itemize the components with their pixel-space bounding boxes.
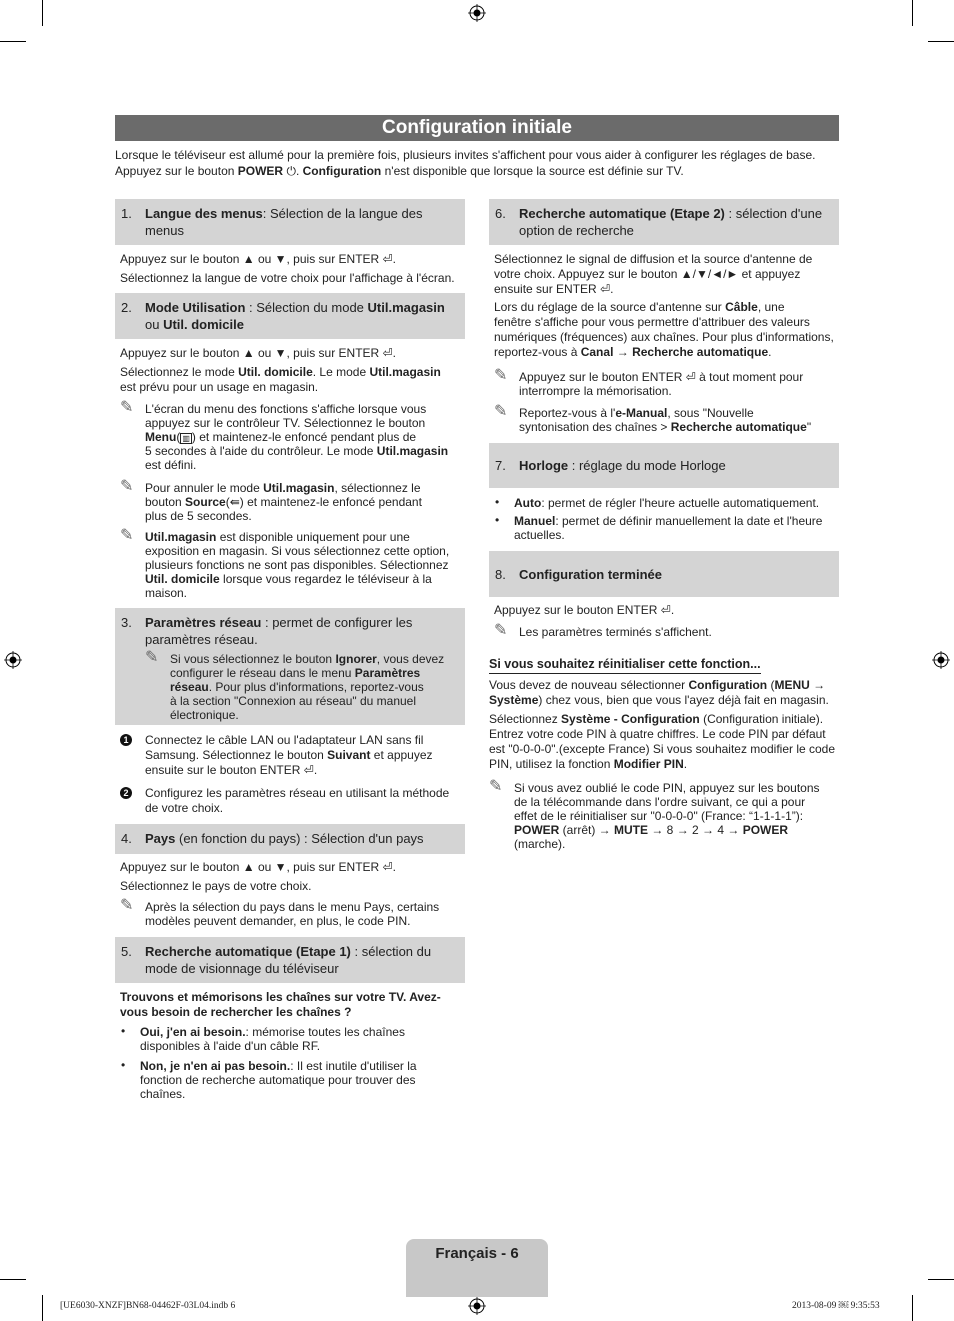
step-7-header: 7. Horloge : réglage du mode Horloge [489, 443, 839, 488]
step-8-header: 8. Configuration terminée [489, 551, 839, 597]
note-pencil-icon: ✎ [145, 649, 159, 666]
enter-icon: ⏎ [600, 282, 611, 296]
intro-line-1: Lorsque le téléviseur est allumé pour la première fois, plusieurs invites s'affichent pour vous aider à configurer les réglages de base. [115, 148, 816, 162]
step-5-question: Trouvons et mémorisons les chaînes sur votre TV. Avez- vous besoin de rechercher les chaînes ? [120, 990, 441, 1019]
step-2-note-2: Pour annuler le mode Util.magasin, sélectionnez le bouton Source(⇚) et maintenez-le enfoncé pendant plus de 5 secondes. [145, 481, 422, 523]
note-pencil-icon: ✎ [120, 399, 134, 416]
page-number: Français - 6 [435, 1245, 519, 1262]
registration-mark-icon [932, 651, 950, 669]
step-8-note: Les paramètres terminés s'affichent. [519, 625, 712, 639]
note-pencil-icon: ✎ [120, 897, 134, 914]
step-4-body: Appuyez sur le bouton ▲ ou ▼, puis sur ENTER ⏎. Sélectionnez le pays de votre choix. [120, 860, 396, 893]
enter-icon: ⏎ [382, 346, 393, 360]
step-2-header: 2. Mode Utilisation : Sélection du mode Util.magasin ou Util. domicile [115, 293, 465, 339]
step-6-note-1: Appuyez sur le bouton ENTER ⏎ à tout moment pour interrompre la mémorisation. [519, 370, 804, 398]
reset-heading: Si vous souhaitez réinitialiser cette fonction... [489, 657, 761, 674]
bullet: • [121, 1058, 126, 1072]
step-number-badge: 2 [120, 787, 132, 799]
clock-option-manual: Manuel: permet de définir manuellement la date et l'heure actuelles. [514, 514, 823, 542]
note-pencil-icon: ✎ [494, 622, 508, 639]
step-5-option-yes: Oui, j'en ai besoin.: mémorise toutes les chaînes disponibles à l'aide d'un câble RF. [140, 1025, 405, 1053]
crop-mark [42, 0, 43, 26]
bullet: • [121, 1024, 126, 1038]
power-icon: ⏻ [286, 164, 296, 178]
crop-mark [0, 1279, 26, 1280]
reset-body: Vous devez de nouveau sélectionner Configuration (MENU → Système) chez vous, bien que vous l'ayez déjà fait en magasin. Sélectionnez Système - Configuration (Configuration initiale). Entrez votre code PIN à quatre chiffres. Le code PIN par défaut est "0-0-0-0".(excepte France) Si vous souhaitez modifier le code PIN, utilisez la fonction Modifier PIN. [489, 678, 836, 771]
step-6-body: Sélectionnez le signal de diffusion et la source d'antenne de votre choix. Appuyez sur le bouton ▲/▼/◄/► et appuyez ensuite sur ENTER ⏎. Lors du réglage de la source d'antenne sur Câble, une fenêtre s'affiche pour vous permettre d'attribuer des valeurs numériques (fréquences) aux chaînes. Pour plus d'informations, reportez-vous à Canal → Recherche automatique. [494, 252, 834, 359]
source-button-icon: ⇚ [229, 495, 240, 509]
bullet: • [495, 513, 500, 527]
note-pencil-icon: ✎ [489, 778, 503, 795]
crop-mark [928, 41, 954, 42]
bullet: • [495, 495, 500, 509]
step-5-header: 5. Recherche automatique (Etape 1) : sélection du mode de visionnage du téléviseur [115, 937, 465, 983]
intro-line-2: Appuyez sur le bouton POWER ⏻. Configuration n'est disponible que lorsque la source est définie sur TV. [115, 164, 684, 178]
clock-option-auto: Auto: permet de régler l'heure actuelle automatiquement. [514, 496, 820, 510]
enter-icon: ⏎ [303, 763, 314, 777]
step-3-substep-2: Configurez les paramètres réseau en utilisant la méthode de votre choix. [145, 786, 450, 815]
page-title: Configuration initiale [115, 115, 839, 141]
enter-icon: ⏎ [382, 252, 393, 266]
step-2-body: Appuyez sur le bouton ▲ ou ▼, puis sur ENTER ⏎. Sélectionnez le mode Util. domicile. Le mode Util.magasin est prévu pour un usage en magasin. [120, 346, 441, 394]
step-number-badge: 1 [120, 734, 132, 746]
registration-mark-icon [468, 1297, 486, 1315]
crop-mark [42, 1295, 43, 1321]
crop-mark [928, 1279, 954, 1280]
step-4-note: Après la sélection du pays dans le menu Pays, certains modèles peuvent demander, en plus, le code PIN. [145, 900, 440, 928]
step-8-body: Appuyez sur le bouton ENTER ⏎. [494, 603, 675, 617]
registration-mark-icon [4, 651, 22, 669]
registration-mark-icon [468, 4, 486, 22]
note-pencil-icon: ✎ [120, 478, 134, 495]
step-1-body: Appuyez sur le bouton ▲ ou ▼, puis sur ENTER ⏎. Sélectionnez la langue de votre choix pour l'affichage à l'écran. [120, 252, 455, 285]
crop-mark [912, 0, 913, 26]
crop-mark [912, 1295, 913, 1321]
step-3-note: Si vous sélectionnez le bouton Ignorer, vous devez configurer le réseau dans le menu Paramètres réseau. Pour plus d'informations, reportez-vous à la section "Connexion au réseau" du manuel électronique. [170, 652, 445, 722]
step-2-note-1: L'écran du menu des fonctions s'affiche lorsque vous appuyez sur le contrôleur TV. Sélectionnez le bouton Menu( ▥ ) et maintenez-le enfoncé pendant plus de 5 secondes à l'aide du contrôleur. Le mode Util.magasin est défini. [145, 402, 449, 472]
note-pencil-icon: ✎ [120, 527, 134, 544]
enter-icon: ⏎ [685, 370, 696, 384]
note-pencil-icon: ✎ [494, 367, 508, 384]
step-4-header: 4. Pays (en fonction du pays) : Sélection d'un pays [115, 824, 465, 854]
intro-text [115, 147, 839, 179]
step-1-header: 1. Langue des menus: Sélection de la langue des menus [115, 199, 465, 245]
step-2-note-3: Util.magasin est disponible uniquement pour une exposition en magasin. Si vous sélectionnez cette option, plusieurs fonctions ne sont pas disponibles. Sélectionnez Util. domicile lorsque vous regardez le téléviseur à la maison. [145, 530, 450, 600]
step-3-substep-1: Connectez le câble LAN ou l'adaptateur LAN sans fil Samsung. Sélectionnez le bouton Suivant et appuyez ensuite sur le bouton ENTER ⏎. [145, 733, 433, 777]
enter-icon: ⏎ [382, 860, 393, 874]
note-pencil-icon: ✎ [494, 403, 508, 420]
menu-button-icon: ▥ [182, 434, 190, 443]
reset-note: Si vous avez oublié le code PIN, appuyez sur les boutons de la télécommande dans l'ordre suivant, ce qui a pour effet de le réinitialiser sur "0-0-0-0" (France: “1-1-1-1”): POWER (arrêt) → MUTE → 8 → 2 → 4 → POWER (marche). [514, 781, 820, 851]
footer-file-info: [UE6030-XNZF]BN68-04462F-03L04.indb 6 [60, 1301, 236, 1311]
step-6-note-2: Reportez-vous à l'e-Manual, sous "Nouvelle syntonisation des chaînes > Recherche automatique" [519, 406, 812, 434]
step-5-option-no: Non, je n'en ai pas besoin.: Il est inutile d'utiliser la fonction de recherche automatique pour trouver des chaînes. [140, 1059, 417, 1101]
footer-timestamp: 2013-08-09 ￼ 9:35:53 [792, 1301, 880, 1311]
step-6-header: 6. Recherche automatique (Etape 2) : sélection d'une option de recherche [489, 199, 839, 245]
step-3-header: 3. Paramètres réseau : permet de configurer les paramètres réseau. [115, 608, 465, 725]
enter-icon: ⏎ [660, 603, 671, 617]
crop-mark [0, 41, 26, 42]
